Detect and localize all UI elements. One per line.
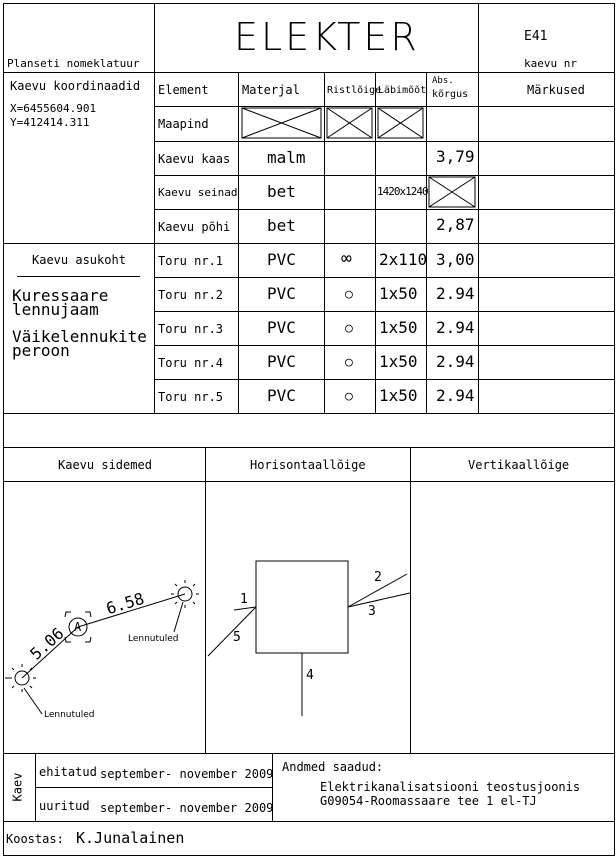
footer-side-label: Kaev: [10, 772, 25, 802]
source-line-2: G09054-Roomassaare tee 1 el-TJ: [320, 794, 537, 808]
col-header-height-1: Abs.: [432, 76, 454, 86]
row-material: bet: [267, 216, 296, 235]
col-header-element: Element: [158, 83, 209, 97]
surveyed-label: uuritud: [39, 799, 90, 813]
location-line-4: peroon: [12, 341, 70, 360]
row-height: 2.94: [436, 318, 475, 337]
col-header-material: Materjal: [242, 83, 300, 97]
author-name: K.Junalainen: [76, 829, 185, 847]
location-line-1: Kuressaare: [12, 286, 109, 305]
row-element: Toru nr.2: [158, 288, 224, 302]
light-icon: [171, 580, 199, 632]
tie-distance-2: 6.58: [103, 588, 147, 619]
row-height: 2.94: [436, 284, 475, 303]
row-element: Toru nr.1: [158, 254, 224, 268]
row-material: PVC: [267, 250, 296, 269]
col-header-notes: Märkused: [527, 83, 585, 97]
row-material: PVC: [267, 352, 296, 371]
row-dimension: 1x50: [379, 352, 418, 371]
built-value: september- november 2009: [100, 767, 274, 781]
row-element: Maapind: [158, 117, 209, 131]
row-dimension: 1x50: [379, 386, 418, 405]
maapind-cross-marks: [242, 108, 423, 138]
row-cross: ∞: [341, 248, 352, 269]
row-height: 3,79: [436, 147, 475, 166]
row-height: 3,00: [436, 250, 475, 269]
row-height: 2.94: [436, 352, 475, 371]
row-cross: ○: [345, 321, 353, 336]
location-line-3: Väikelennukite: [12, 327, 147, 346]
page-title: ELEKTER: [234, 15, 420, 59]
row-material: PVC: [267, 284, 296, 303]
tie-distance-1: 5.06: [26, 623, 68, 664]
light-label: Lennutuled: [128, 634, 179, 644]
col-header-height-2: kõrgus: [432, 89, 469, 100]
section-horizontal-title: Horisontaallõige: [250, 458, 366, 472]
built-label: ehitatud: [39, 765, 97, 779]
surveyed-value: september- november 2009: [100, 801, 274, 815]
coords-label: Kaevu koordinaadid: [10, 79, 141, 93]
walls-height-cross-mark: [429, 177, 475, 207]
pipe-label-4: 4: [306, 668, 314, 683]
row-dimension: 2x110: [379, 250, 428, 269]
row-element: Kaevu seinad: [158, 186, 238, 199]
author-label: Koostas:: [6, 832, 64, 846]
location-line-2: lennujaam: [12, 300, 99, 319]
pipe-label-2: 2: [374, 570, 382, 585]
location-label: Kaevu asukoht: [32, 253, 126, 267]
pipe-label-1: 1: [240, 592, 248, 607]
row-material: bet: [267, 182, 296, 201]
light-icon: [8, 664, 42, 714]
nomenclature-label: Planseti nomeklatuur: [7, 57, 140, 70]
well-marker-letter: A: [74, 620, 82, 634]
pipe-label-3: 3: [368, 604, 376, 619]
row-material: malm: [267, 148, 306, 167]
row-element: Toru nr.3: [158, 322, 224, 336]
row-cross: ○: [345, 287, 353, 302]
well-no-label: kaevu nr: [524, 57, 577, 70]
row-element: Toru nr.5: [158, 390, 224, 404]
source-line-1: Elektrikanalisatsiooni teostusjoonis: [320, 780, 581, 794]
coord-x: X=6455604.901: [10, 102, 97, 115]
light-label: Lennutuled: [44, 710, 95, 720]
row-height: 2.94: [436, 386, 475, 405]
row-dimension: 1x50: [379, 318, 418, 337]
section-vertical-title: Vertikaallõige: [468, 458, 570, 472]
source-label: Andmed saadud:: [282, 760, 384, 774]
row-height: 2,87: [436, 215, 475, 234]
row-material: PVC: [267, 318, 296, 337]
row-material: PVC: [267, 386, 296, 405]
row-dimension: 1x50: [379, 284, 418, 303]
col-header-dimension: Läbimõõt: [378, 85, 427, 96]
pipe-label-5: 5: [233, 630, 241, 645]
row-element: Kaevu kaas: [158, 152, 231, 166]
row-element: Kaevu põhi: [158, 220, 231, 234]
well-id: E41: [524, 29, 548, 44]
row-dimension: 1420x1240: [377, 185, 428, 198]
col-header-cross: Ristlõige: [327, 85, 382, 96]
section-ties-title: Kaevu sidemed: [58, 458, 152, 472]
row-cross: ○: [345, 355, 353, 370]
row-cross: ○: [345, 389, 353, 404]
coord-y: Y=412414.311: [10, 116, 90, 129]
row-element: Toru nr.4: [158, 356, 224, 370]
